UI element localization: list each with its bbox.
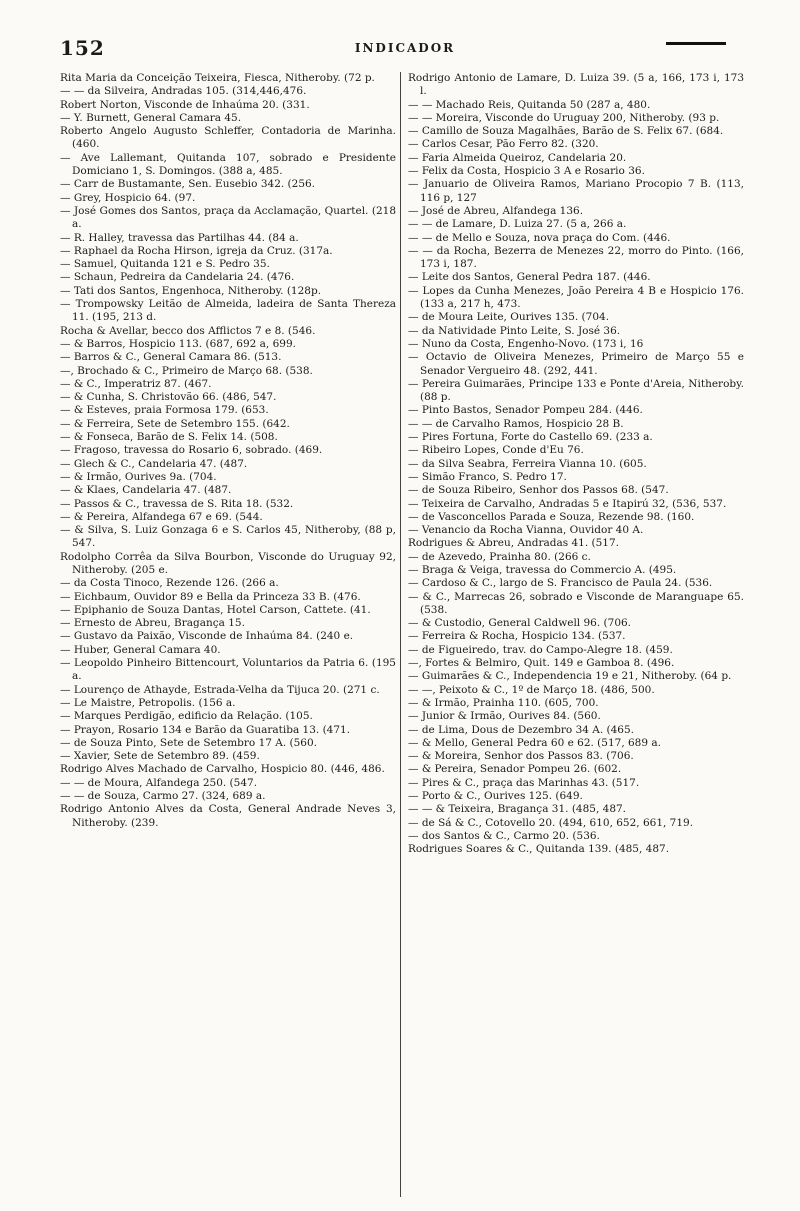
directory-entry: — de Souza Ribeiro, Senhor dos Passos 68. (547.	[408, 484, 669, 497]
directory-entry: — Tati dos Santos, Engenhoca, Nitheroby. (128p.	[60, 284, 322, 297]
directory-entry: — — Machado Reis, Quitanda 50 (287 a, 480.	[408, 98, 651, 111]
directory-entry: — de Sá & C., Cotovello 20. (494, 610, 652, 661, 719.	[408, 816, 694, 829]
directory-entry: — — de Lamare, D. Luiza 27. (5 a, 266 a.	[408, 218, 627, 231]
directory-entry: — Samuel, Quitanda 121 e S. Pedro 35.	[60, 258, 270, 271]
directory-entry: Rodrigo Alves Machado de Carvalho, Hospicio 80. (446, 486.	[60, 763, 385, 776]
directory-entry: Roberto Angelo Augusto Schleffer, Contadoria de Marinha. (460.	[60, 125, 396, 151]
directory-entry: — — Moreira, Visconde do Uruguay 200, Nitheroby. (93 p.	[408, 111, 720, 124]
right-column	[408, 72, 744, 1197]
directory-entry: — José de Abreu, Alfandega 136.	[408, 204, 584, 217]
directory-entry: — R. Halley, travessa das Partilhas 44. (84 a.	[60, 231, 299, 244]
directory-entry: — Glech & C., Candelaria 47. (487.	[60, 457, 248, 470]
directory-entry: Rodrigo Antonio de Lamare, D. Luiza 39. (5 a, 166, 173 i, 173 l.	[408, 72, 744, 98]
directory-entry: — de Azevedo, Prainha 80. (266 c.	[408, 550, 591, 563]
directory-entry: Rodrigues & Abreu, Andradas 41. (517.	[408, 537, 619, 550]
directory-entry: Rodolpho Corrêa da Silva Bourbon, Visconde do Uruguay 92, Nitheroby. (205 e.	[60, 550, 396, 576]
directory-entry: — & Mello, General Pedra 60 e 62. (517, 689 a.	[408, 736, 661, 749]
directory-entry: — Leite dos Santos, General Pedra 187. (446.	[408, 271, 651, 284]
directory-entry: — Pires Fortuna, Forte do Castello 69. (233 a.	[408, 431, 653, 444]
page-header	[60, 36, 750, 58]
directory-entry: — Porto & C., Ourives 125. (649.	[408, 790, 583, 803]
directory-entry: — — da Silveira, Andradas 105. (314,446,476.	[60, 85, 307, 98]
directory-entry: — & Irmão, Ourives 9a. (704.	[60, 470, 217, 483]
top-rule	[666, 42, 726, 45]
directory-entry: — da Natividade Pinto Leite, S. José 36.	[408, 324, 621, 337]
directory-entry: — Ribeiro Lopes, Conde d'Eu 76.	[408, 444, 584, 457]
directory-entry: Rodrigo Antonio Alves da Costa, General Andrade Neves 3, Nitheroby. (239.	[60, 803, 396, 829]
directory-entry: — de Lima, Dous de Dezembro 34 A. (465.	[408, 723, 635, 736]
directory-entry: — & Irmão, Prainha 110. (605, 700.	[408, 696, 599, 709]
directory-entry: — Ave Lallemant, Quitanda 107, sobrado e Presidente Domiciano 1, S. Domingos. (388 a, 485.	[60, 151, 396, 178]
page-number: 152	[60, 36, 105, 60]
directory-entry: — Raphael da Rocha Hirson, igreja da Cruz. (317a.	[60, 244, 333, 257]
directory-entry: — & C., Marrecas 26, sobrado e Visconde de Maranguape 65. (538.	[408, 590, 744, 616]
directory-entry: — Octavio de Oliveira Menezes, Primeiro de Março 55 e Senador Vergueiro 48. (292, 441.	[408, 351, 744, 377]
directory-entry: — dos Santos & C., Carmo 20. (536.	[408, 829, 600, 842]
directory-entry: — Felix da Costa, Hospicio 3 A e Rosario 36.	[408, 165, 645, 178]
directory-entry: — Eichbaum, Ouvidor 89 e Bella da Princeza 33 B. (476.	[60, 590, 361, 603]
directory-entry: — Nuno da Costa, Engenho-Novo. (173 i, 16	[408, 337, 644, 350]
directory-entry: —, Brochado & C., Primeiro de Março 68. (538.	[60, 364, 313, 377]
directory-entry: — Simão Franco, S. Pedro 17.	[408, 470, 567, 483]
directory-entry: — José Gomes dos Santos, praça da Acclamação, Quartel. (218 a.	[60, 204, 396, 231]
directory-entry: — de Vasconcellos Parada e Souza, Rezende 98. (160.	[408, 510, 695, 523]
directory-entry: — Passos & C., travessa de S. Rita 18. (532.	[60, 497, 294, 510]
directory-entry: — Lopes da Cunha Menezes, João Pereira 4 B e Hospicio 176. (133 a, 217 h, 473.	[408, 284, 744, 311]
directory-entry: — Junior & Irmão, Ourives 84. (560.	[408, 710, 601, 723]
directory-entry: — Faria Almeida Queiroz, Candelaria 20.	[408, 151, 627, 164]
running-title: INDICADOR	[354, 41, 456, 55]
directory-entry: — Y. Burnett, General Camara 45.	[60, 111, 242, 124]
directory-entry: — Gustavo da Paixão, Visconde de Inhaúma 84. (240 e.	[60, 630, 354, 643]
directory-entry: — Ernesto de Abreu, Bragança 15.	[60, 617, 245, 630]
directory-entry: Rita Maria da Conceição Teixeira, Fiesca, Nitheroby. (72 p.	[60, 72, 375, 84]
directory-entry: — & Moreira, Senhor dos Passos 83. (706.	[408, 750, 634, 763]
directory-entry: — de Figueiredo, trav. do Campo-Alegre 18. (459.	[408, 643, 673, 656]
directory-columns	[60, 72, 756, 1197]
directory-entry: — & Ferreira, Sete de Setembro 155. (642.	[60, 417, 290, 430]
directory-entry: — — & Teixeira, Bragança 31. (485, 487.	[408, 803, 627, 816]
directory-entry: — de Souza Pinto, Sete de Setembro 17 A. (560.	[60, 736, 317, 749]
directory-entry: — Januario de Oliveira Ramos, Mariano Procopio 7 B. (113, 116 p, 127	[408, 178, 744, 204]
directory-entry: — Cardoso & C., largo de S. Francisco de Paula 24. (536.	[408, 577, 713, 590]
column-divider	[400, 72, 401, 1197]
directory-entry: — Lourenço de Athayde, Estrada-Velha da Tijuca 20. (271 c.	[60, 683, 380, 696]
directory-entry: — da Costa Tinoco, Rezende 126. (266 a.	[60, 577, 279, 590]
directory-entry: — Xavier, Sete de Setembro 89. (459.	[60, 750, 260, 763]
directory-entry: — & Pereira, Alfandega 67 e 69. (544.	[60, 510, 263, 523]
directory-entry: — Trompowsky Leitão de Almeida, ladeira de Santa Thereza 11. (195, 213 d.	[60, 298, 396, 324]
directory-entry: — & Esteves, praia Formosa 179. (653.	[60, 404, 269, 417]
directory-entry: — & Klaes, Candelaria 47. (487.	[60, 484, 232, 497]
directory-entry: — — de Moura, Alfandega 250. (547.	[60, 776, 258, 789]
directory-entry: — Fragoso, travessa do Rosario 6, sobrado. (469.	[60, 444, 323, 457]
directory-entry: — — da Rocha, Bezerra de Menezes 22, morro do Pinto. (166, 173 i, 187.	[408, 244, 744, 271]
directory-entry: — Huber, General Camara 40.	[60, 643, 221, 656]
directory-entry: — Braga & Veiga, travessa do Commercio A. (495.	[408, 563, 677, 576]
directory-entry: — & Pereira, Senador Pompeu 26. (602.	[408, 763, 622, 776]
directory-entry: — — de Souza, Carmo 27. (324, 689 a.	[60, 790, 266, 803]
directory-entry: — Barros & C., General Camara 86. (513.	[60, 351, 282, 364]
left-column	[60, 72, 396, 1197]
directory-entry: — Pinto Bastos, Senador Pompeu 284. (446.	[408, 404, 643, 417]
directory-entry: — Schaun, Pedreira da Candelaria 24. (476.	[60, 271, 295, 284]
directory-entry: — Carlos Cesar, Pão Ferro 82. (320.	[408, 138, 599, 151]
directory-entry: — — de Mello e Souza, nova praça do Com. (446.	[408, 231, 671, 244]
directory-entry: — Pereira Guimarães, Principe 133 e Ponte d'Areia, Nitheroby. (88 p.	[408, 377, 744, 404]
directory-entry: Rodrigues Soares & C., Quitanda 139. (485, 487.	[408, 843, 670, 856]
directory-entry: — da Silva Seabra, Ferreira Vianna 10. (605.	[408, 457, 647, 470]
directory-entry: — Carr de Bustamante, Sen. Eusebio 342. (256.	[60, 178, 316, 191]
directory-entry: Rocha & Avellar, becco dos Afflictos 7 e 8. (546.	[60, 324, 316, 337]
directory-entry: Robert Norton, Visconde de Inhaúma 20. (331.	[60, 98, 310, 111]
directory-entry: —, Fortes & Belmiro, Quit. 149 e Gamboa 8. (496.	[408, 657, 675, 670]
directory-entry: — — de Carvalho Ramos, Hospicio 28 B.	[408, 417, 624, 430]
directory-entry: — Leopoldo Pinheiro Bittencourt, Voluntarios da Patria 6. (195 a.	[60, 657, 396, 683]
directory-entry: — & Fonseca, Barão de S. Felix 14. (508.	[60, 431, 278, 444]
directory-entry: — & C., Imperatriz 87. (467.	[60, 377, 212, 390]
directory-entry: — Pires & C., praça das Marinhas 43. (517.	[408, 776, 640, 789]
directory-entry: — & Barros, Hospicio 113. (687, 692 a, 699.	[60, 337, 296, 350]
directory-entry: — Guimarães & C., Independencia 19 e 21, Nitheroby. (64 p.	[408, 670, 732, 683]
directory-entry: — Grey, Hospicio 64. (97.	[60, 191, 196, 204]
directory-entry: — Le Maistre, Petropolis. (156 a.	[60, 696, 236, 709]
directory-entry: — Teixeira de Carvalho, Andradas 5 e Itapirú 32, (536, 537.	[408, 497, 727, 510]
directory-entry: — Ferreira & Rocha, Hospicio 134. (537.	[408, 630, 626, 643]
directory-entry: — Epiphanio de Souza Dantas, Hotel Carson, Cattete. (41.	[60, 603, 371, 616]
directory-entry: — Venancio da Rocha Vianna, Ouvidor 40 A.	[408, 524, 644, 537]
directory-entry: — —, Peixoto & C., 1º de Março 18. (486, 500.	[408, 683, 655, 696]
directory-entry: — & Silva, S. Luiz Gonzaga 6 e S. Carlos 45, Nitheroby, (88 p, 547.	[60, 524, 396, 550]
directory-entry: — Marques Perdigão, edificio da Relação. (105.	[60, 710, 313, 723]
directory-entry: — Prayon, Rosario 134 e Barão da Guaratiba 13. (471.	[60, 723, 351, 736]
directory-entry: — de Moura Leite, Ourives 135. (704.	[408, 311, 610, 324]
directory-entry: — Camillo de Souza Magalhães, Barão de S. Felix 67. (684.	[408, 125, 724, 138]
directory-entry: — & Custodio, General Caldwell 96. (706.	[408, 617, 632, 630]
directory-entry: — & Cunha, S. Christovão 66. (486, 547.	[60, 391, 277, 404]
